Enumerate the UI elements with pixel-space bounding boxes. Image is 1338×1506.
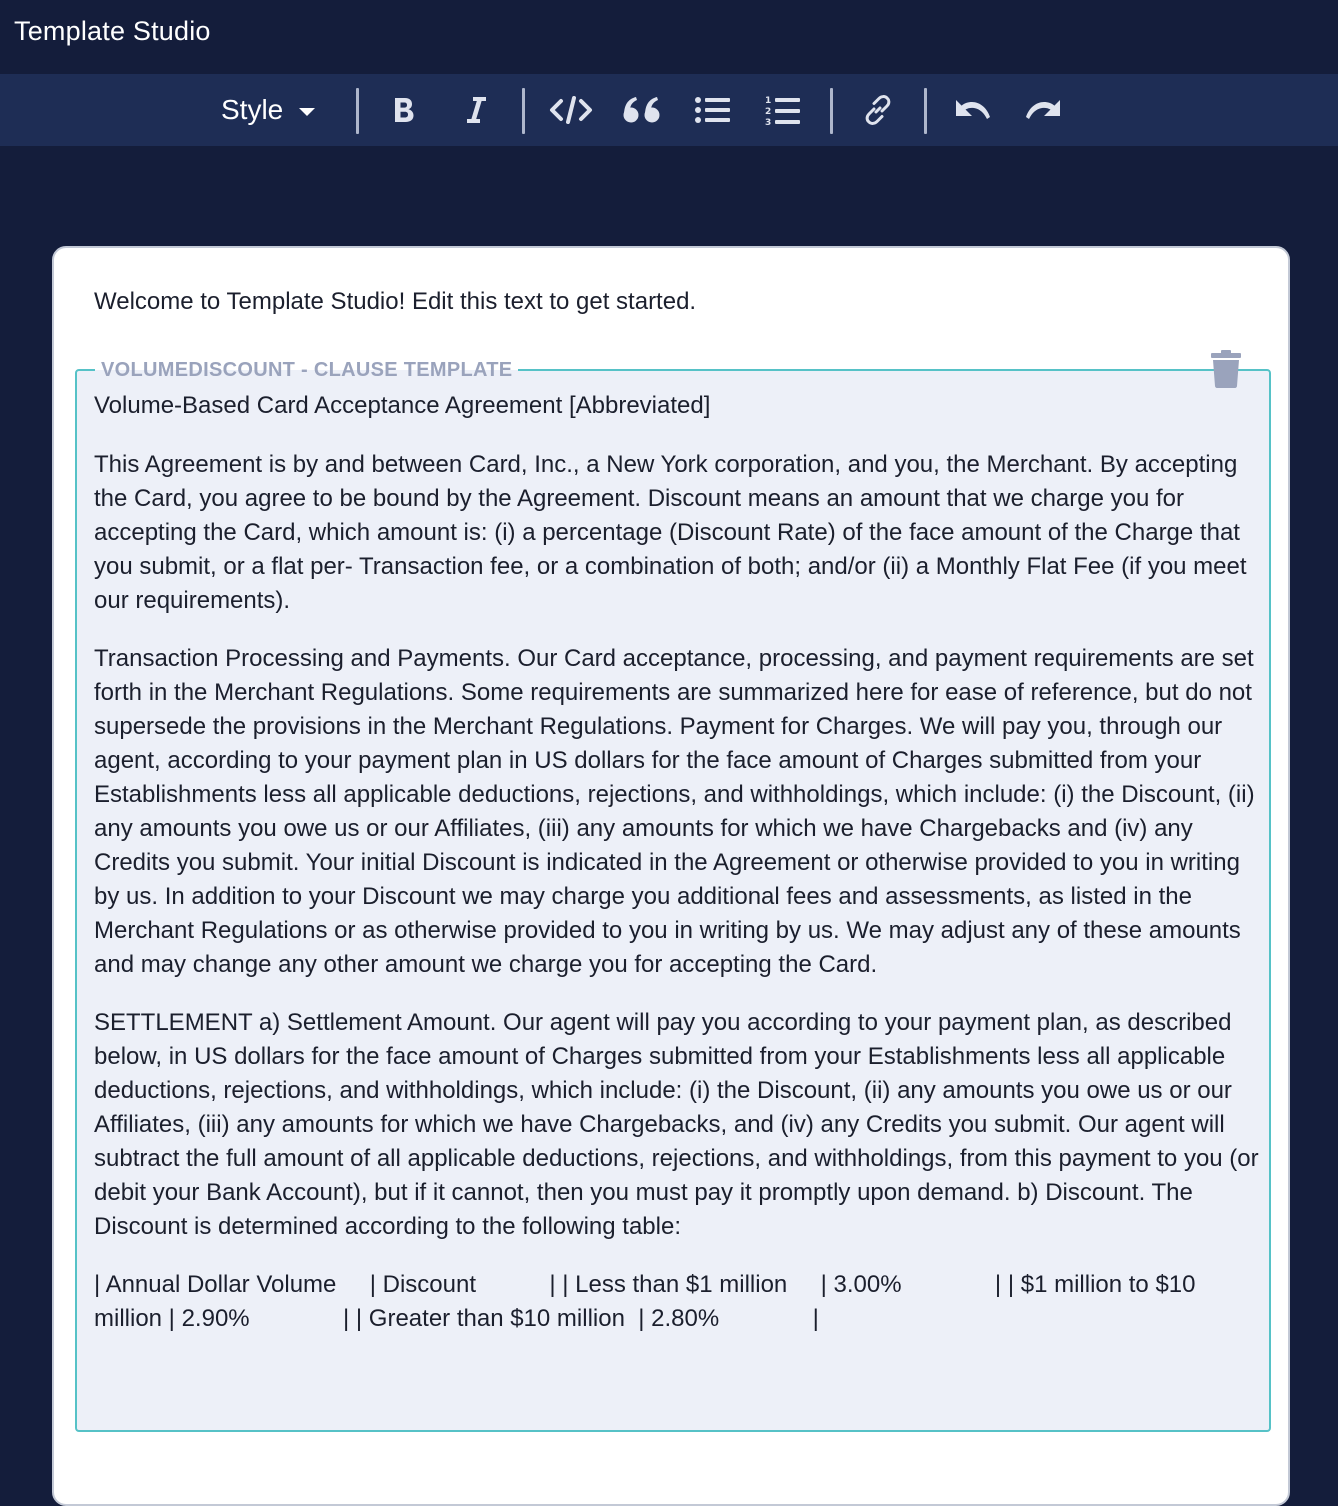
discount-table-text[interactable]: | Annual Dollar Volume | Discount | | Less than $1 million | 3.00% | | $1 million to $10 million | 2.90% | | Greater than $10 million | 2.80% | xyxy=(94,1271,1203,1332)
svg-text:1: 1 xyxy=(765,96,772,106)
blockquote-button[interactable] xyxy=(620,74,664,146)
app-title: Template Studio xyxy=(14,16,211,46)
welcome-paragraph[interactable]: Welcome to Template Studio! Edit this text to get started. xyxy=(94,288,697,315)
link-button[interactable] xyxy=(858,74,898,146)
title-bar xyxy=(0,0,1338,72)
toolbar-divider xyxy=(924,88,927,134)
clause-body[interactable] xyxy=(94,389,1260,1336)
clause-paragraph-2[interactable]: Transaction Processing and Payments. Our Card acceptance, processing, and payment requirements are set forth in the Merchant Regulations. Some requirements are summarized here for ease of reference, but do not supersede the provisions in the Merchant Regulations. Payment for Charges. We will pay you, through our agent, according to your payment plan in US dollars for the face amount of Charges submitted from your Establishments less all applicable deductions, rejections, and withholdings, which include: (i) the Discount, (ii) any amounts you owe us or our Affiliates, (iii) any amounts for which we have Chargebacks and (iv) any Credits you submit. Your initial Discount is indicated in the Agreement or otherwise provided to you in writing by us. In addition to your Discount we may charge you additional fees and assessments, as listed in the Merchant Regulations or as otherwise provided to you in writing by us. We may adjust any of these amounts and may change any other amount we charge you for accepting the Card. xyxy=(94,645,1255,978)
trash-icon xyxy=(1211,350,1241,388)
toolbar-divider xyxy=(522,88,525,134)
clause-title[interactable]: Volume-Based Card Acceptance Agreement [Abbreviated] xyxy=(94,392,711,419)
clause-template-label: VOLUMEDISCOUNT - CLAUSE TEMPLATE xyxy=(95,357,518,383)
numbered-list-icon xyxy=(764,94,802,126)
bold-icon xyxy=(392,95,416,125)
svg-text:2: 2 xyxy=(765,107,772,117)
numbered-list-button[interactable] xyxy=(762,74,804,146)
formatting-toolbar xyxy=(0,74,1338,146)
bold-button[interactable] xyxy=(386,74,422,146)
undo-button[interactable] xyxy=(950,74,994,146)
style-dropdown[interactable] xyxy=(212,74,340,146)
svg-text:3: 3 xyxy=(765,118,772,126)
chevron-down-icon xyxy=(299,108,315,116)
code-icon xyxy=(549,95,593,125)
bulleted-list-icon xyxy=(694,95,732,125)
redo-icon xyxy=(1024,96,1064,124)
toolbar-divider xyxy=(830,88,833,134)
toolbar-divider xyxy=(356,88,359,134)
italic-button[interactable] xyxy=(458,74,494,146)
clause-paragraph-3[interactable]: SETTLEMENT a) Settlement Amount. Our agent will pay you according to your payment plan, as described below, in US dollars for the face amount of Charges submitted from your Establishments less all applicable deductions, rejections, and withholdings, which include: (i) the Discount, (ii) any amounts you owe us or our Affiliates, (iii) any amounts for which we have Chargebacks, and (iv) any Credits you submit. Our agent will subtract the full amount of all applicable deductions, rejections, and withholdings, from this payment to you (or debit your Bank Account), but if it cannot, then you must pay it promptly upon demand. b) Discount. The Discount is determined according to the following table: xyxy=(94,1009,1259,1240)
redo-button[interactable] xyxy=(1022,74,1066,146)
link-icon xyxy=(861,93,895,127)
clause-paragraph-1[interactable]: This Agreement is by and between Card, Inc., a New York corporation, and you, the Merchant. By accepting the Card, you agree to be bound by the Agreement. Discount means an amount that we charge you for accepting the Card, which amount is: (i) a percentage (Discount Rate) of the face amount of the Charge that you submit, or a flat per- Transaction fee, or a combination of both; and/or (ii) a Monthly Flat Fee (if you meet our requirements). xyxy=(94,451,1247,614)
bulleted-list-button[interactable] xyxy=(692,74,734,146)
clause-template-block[interactable] xyxy=(75,359,1271,1432)
undo-icon xyxy=(952,96,992,124)
style-dropdown-label: Style xyxy=(221,94,284,125)
italic-icon xyxy=(465,94,487,126)
editor-document[interactable] xyxy=(52,246,1290,1506)
code-button[interactable] xyxy=(548,74,594,146)
quote-icon xyxy=(622,95,662,125)
delete-clause-button[interactable] xyxy=(1209,349,1243,389)
